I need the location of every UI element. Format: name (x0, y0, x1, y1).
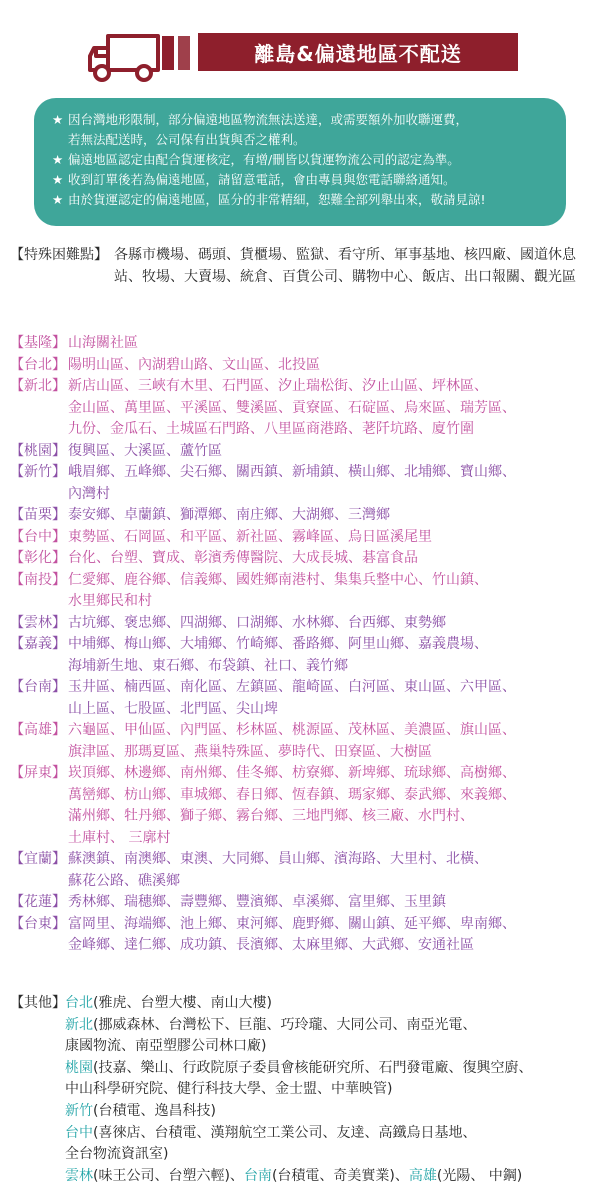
region-places-line: 山海關社區 (68, 335, 138, 351)
notice-text: 收到訂單後若為偏遠地區，請留意電話，會由專員與您電話聯絡通知。 (68, 172, 456, 187)
notice-item (52, 190, 548, 210)
region-places-line: 六龜區、甲仙區、內門區、杉林區、桃源區、茂林區、美濃區、旗山區、 (68, 722, 516, 738)
region-places-line: 新店山區、三峽有木里、石門區、汐止瑞松街、汐止山區、坪林區、 (68, 378, 488, 394)
region-tag: 【南投】 (10, 571, 66, 588)
region-places-line: 中埔鄉、梅山鄉、大埔鄉、竹崎鄉、番路鄉、阿里山鄉、嘉義農場、 (68, 636, 488, 652)
region-places (68, 462, 590, 505)
others-city: 高雄 (408, 1167, 437, 1184)
region-places (68, 763, 590, 849)
region-row (10, 914, 590, 957)
region-places (68, 441, 590, 463)
notice-box (34, 98, 566, 226)
region-row (10, 333, 590, 355)
region-row (10, 849, 590, 892)
region-row (10, 720, 590, 763)
region-tag: 【台南】 (10, 679, 66, 695)
special-text: 各縣市機場、碼頭、貨櫃場、監獄、看守所、軍事基地、核四廠、國道休息站、牧場、大賣場、統倉、百貨公司、購物中心、飯店、出口報關、觀光區 (114, 247, 576, 285)
region-tag: 【桃園】 (10, 442, 66, 459)
region-row (10, 376, 590, 441)
others-detail: (雅虎、台塑大樓、南山大樓) (93, 995, 272, 1011)
region-row (10, 527, 590, 549)
region-tag: 【台東】 (10, 915, 66, 932)
others-city: 台中 (65, 1124, 93, 1141)
notice-text: 因台灣地形限制，部分偏遠地區物流無法送達，或需要額外加收聯運費， (68, 112, 469, 127)
others-detail: (技嘉、樂山、行政院原子委員會核能研究所、石門發電廠、復興空廚、 (93, 1059, 533, 1076)
region-places-line: 九份、金瓜石、土城區石門路、八里區商港路、荖阡坑路、廈竹圍 (68, 421, 474, 437)
others-row (65, 1166, 585, 1188)
region-tag: 【台中】 (10, 528, 66, 545)
region-places-line: 內灣村 (68, 485, 110, 502)
region-places (68, 892, 590, 914)
others-city: 雲林 (65, 1167, 93, 1184)
region-row (10, 677, 590, 720)
region-places-line: 古坑鄉、褒忠鄉、四湖鄉、口湖鄉、水林鄉、台西鄉、東勢鄉 (68, 614, 446, 631)
region-row (10, 570, 590, 613)
others-row (65, 1036, 585, 1058)
others-detail: (味王公司、台塑六輕)、 (93, 1167, 244, 1184)
region-places (68, 570, 590, 613)
region-tag: 【雲林】 (10, 614, 66, 631)
region-tag: 【苗栗】 (10, 507, 66, 523)
notice-item (52, 170, 548, 190)
region-places (68, 914, 590, 957)
star-icon: ★ (52, 112, 64, 127)
star-icon: ★ (52, 152, 64, 167)
region-tag: 【彰化】 (10, 550, 66, 566)
region-tag: 【新竹】 (10, 464, 66, 480)
region-tag: 【花蓮】 (10, 894, 66, 910)
others-detail: 中山科學研究院、健行科技大學、金士盟、中華映管) (65, 1081, 393, 1098)
no-delivery-title: 離島&偏遠地區不配送 (198, 33, 518, 71)
region-places-line: 金峰鄉、達仁鄉、成功鎮、長濱鄉、太麻里鄉、大武鄉、安通社區 (68, 937, 474, 953)
region-row (10, 634, 590, 677)
region-places (68, 677, 590, 720)
region-places-line: 台化、台塑、寶成、彰濱秀傳醫院、大成長城、碁富食品 (68, 550, 418, 566)
region-places-line: 泰安鄉、卓蘭鎮、獅潭鄉、南庄鄉、大湖鄉、三灣鄉 (68, 507, 390, 523)
region-row (10, 763, 590, 849)
others-label: 【其他】 (10, 995, 66, 1011)
others-city: 台北 (65, 995, 93, 1011)
region-row (10, 613, 590, 635)
others-row (65, 1101, 585, 1123)
others-detail: (喜徠店、台積電、漢翔航空工業公司、友達、高鐵烏日基地、 (93, 1124, 477, 1141)
region-places-line: 東勢區、石岡區、和平區、新社區、霧峰區、烏日區溪尾里 (68, 528, 432, 545)
region-row (10, 355, 590, 377)
region-places (68, 548, 590, 570)
region-row (10, 441, 590, 463)
others-row (65, 1144, 585, 1166)
notice-item (52, 110, 548, 130)
region-places-line: 玉井區、楠西區、南化區、左鎮區、龍崎區、白河區、東山區、六甲區、 (68, 679, 516, 695)
region-tag: 【基隆】 (10, 335, 66, 351)
region-places-line: 富岡里、海端鄉、池上鄉、東河鄉、鹿野鄉、關山鎮、延平鄉、卑南鄉、 (68, 915, 516, 932)
region-places-line: 陽明山區、內湖碧山路、文山區、北投區 (68, 356, 320, 373)
star-icon: ★ (52, 172, 64, 187)
region-places (68, 634, 590, 677)
region-places-line: 水里鄉民和村 (68, 593, 152, 609)
star-icon: ★ (52, 192, 64, 207)
region-tag: 【嘉義】 (10, 636, 66, 652)
region-places-line: 土庫村、 三廓村 (68, 829, 171, 846)
region-places (68, 613, 590, 635)
notice-text: 若無法配送時，公司保有出貨與否之權利。 (68, 132, 306, 147)
region-places (68, 355, 590, 377)
region-list (10, 333, 590, 957)
notice-item (52, 150, 548, 170)
others-row (65, 1015, 585, 1037)
region-places-line: 海埔新生地、東石鄉、布袋鎮、社口、義竹鄉 (68, 657, 348, 674)
others-city: 新竹 (65, 1102, 93, 1119)
others-detail: 全台物流資訊室) (65, 1146, 169, 1163)
region-places-line: 秀林鄉、瑞穗鄉、壽豐鄉、豐濱鄉、卓溪鄉、富里鄉、玉里鎮 (68, 894, 446, 910)
delivery-truck-icon (86, 22, 206, 84)
region-places (68, 505, 590, 527)
notice-item-continuation (52, 130, 548, 150)
region-places-line: 萬巒鄉、枋山鄉、車城鄉、春日鄉、恆春鎮、瑪家鄉、泰武鄉、來義鄉、 (68, 786, 516, 803)
others-row (65, 1079, 585, 1101)
region-places-line: 蘇澳鎮、南澳鄉、東澳、大同鄉、員山鄉、濱海路、大里村、北橫、 (68, 851, 488, 867)
region-places-line: 金山區、萬里區、平溪區、雙溪區、貢寮區、石碇區、烏來區、瑞芳區、 (68, 399, 516, 416)
header-banner (86, 22, 518, 84)
others-detail: (光陽、 中鋼) (436, 1167, 523, 1184)
region-places-line: 蘇花公路、礁溪鄉 (68, 872, 180, 889)
region-tag: 【屏東】 (10, 765, 66, 781)
region-tag: 【宜蘭】 (10, 851, 66, 867)
others-city: 桃園 (65, 1059, 93, 1076)
others-detail: (挪威森林、台灣松下、巨龍、巧玲瓏、大同公司、南亞光電、 (93, 1016, 477, 1033)
others-city: 新北 (65, 1016, 93, 1033)
region-places (68, 720, 590, 763)
others-detail: (台積電、奇美實業)、 (271, 1167, 409, 1184)
region-places-line: 復興區、大溪區、蘆竹區 (68, 442, 222, 459)
others-row (65, 1123, 585, 1145)
notice-text: 由於貨運認定的偏遠地區，區分的非常精細，恕難全部列舉出來，敬請見諒! (68, 192, 486, 207)
others-detail: 康國物流、南亞塑膠公司林口廠) (65, 1038, 267, 1055)
region-places-line: 滿州鄉、牡丹鄉、獅子鄉、霧台鄉、三地門鄉、核三廠、水門村、 (68, 808, 474, 824)
others-detail: (台積電、逸昌科技) (93, 1102, 216, 1119)
region-places-line: 旗津區、那瑪夏區、燕巢特殊區、夢時代、田寮區、大樹區 (68, 743, 432, 760)
region-tag: 【台北】 (10, 356, 66, 373)
others-row (65, 993, 585, 1015)
region-places-line: 峨眉鄉、五峰鄉、尖石鄉、關西鎮、新埔鎮、橫山鄉、北埔鄉、寶山鄉、 (68, 464, 516, 480)
region-places (68, 527, 590, 549)
notice-text: 偏遠地區認定由配合貨運核定，有增/刪皆以貨運物流公司的認定為準。 (68, 152, 460, 167)
region-places (68, 849, 590, 892)
region-tag: 【新北】 (10, 378, 66, 394)
others-row (65, 1058, 585, 1080)
region-places (68, 376, 590, 441)
others-city: 台南 (243, 1167, 272, 1184)
region-places (68, 333, 590, 355)
region-row (10, 505, 590, 527)
region-places-line: 山上區、七股區、北門區、尖山埤 (68, 700, 278, 717)
special-label: 【特殊困難點】 (10, 247, 108, 263)
region-row (10, 548, 590, 570)
region-row (10, 462, 590, 505)
region-places-line: 仁愛鄉、鹿谷鄉、信義鄉、國姓鄉南港村、集集兵整中心、竹山鎮、 (68, 571, 488, 588)
others-list (65, 993, 585, 1187)
region-row (10, 892, 590, 914)
region-tag: 【高雄】 (10, 722, 66, 738)
region-places-line: 崁頂鄉、林邊鄉、南州鄉、佳冬鄉、枋寮鄉、新埤鄉、琉球鄉、高樹鄉、 (68, 765, 516, 781)
